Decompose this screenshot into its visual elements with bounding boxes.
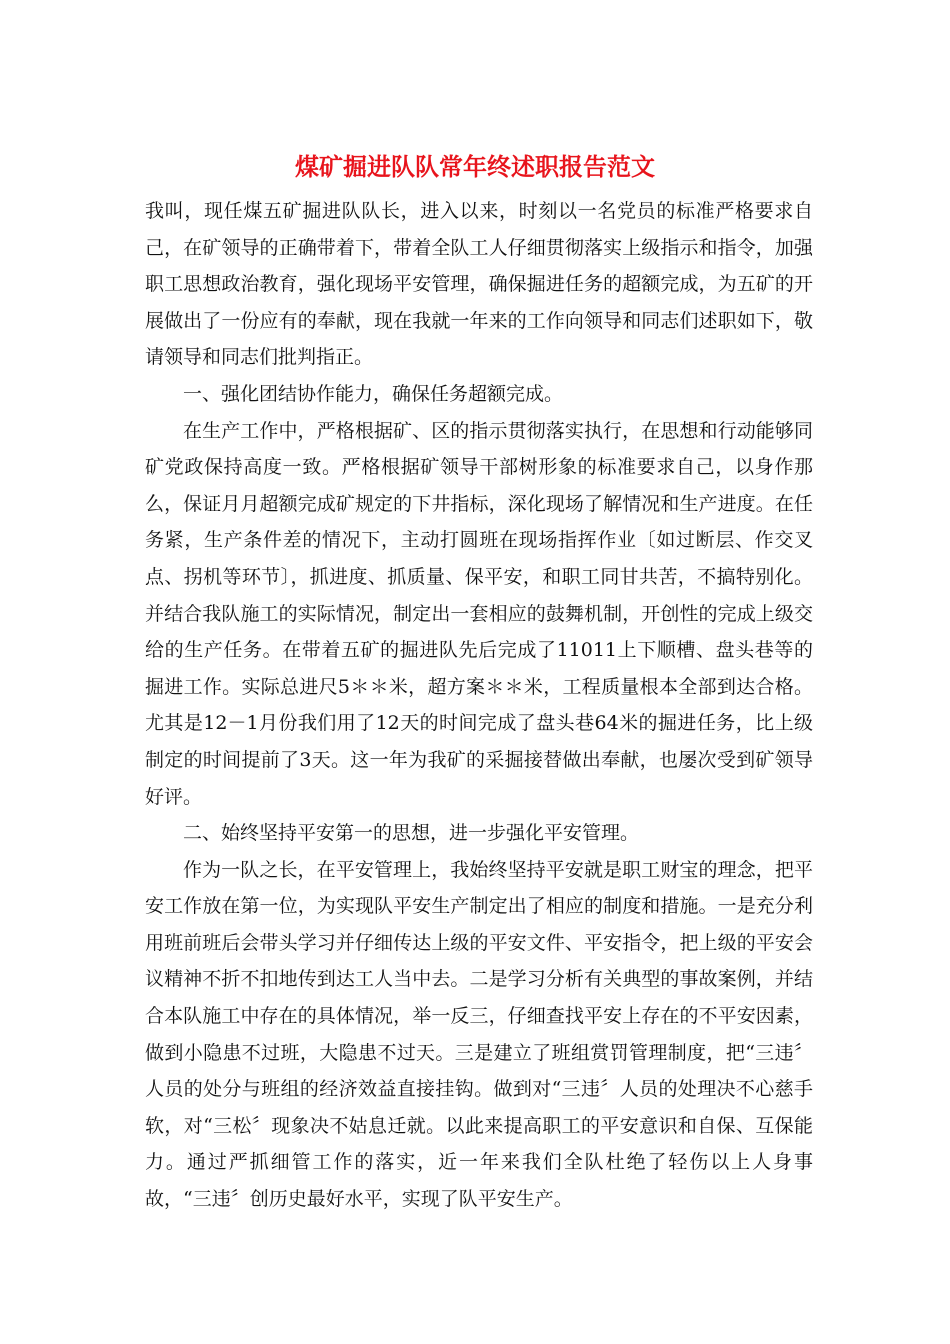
section-heading-1: 一、强化团结协作能力，确保任务超额完成。 [183, 382, 564, 405]
intro-paragraph: 我叫，现任煤五矿掘进队队长，进入以来，时刻以一名党员的标准严格要求自己，在矿领导的正确带着下，带着全队工人仔细贯彻落实上级指示和指令，加强职工思想政治教育，强化现场平安管理，确保掘进任务的超额完成，为五矿的开展做出了一份应有的奉献，现在我就一年来的工作向领导和同志们述职如下，敬请领导和同志们批判指正。 [145, 200, 813, 369]
section-heading-2: 二、始终坚持平安第一的思想，进一步强化平安管理。 [183, 822, 640, 845]
document-title: 煤矿掘进队队常年终述职报告范文 [295, 152, 655, 181]
section-2-paragraph: 作为一队之长，在平安管理上，我始终坚持平安就是职工财宝的理念，把平安工作放在第一位，为实现队平安生产制定出了相应的制度和措施。一是充分利用班前班后会带头学习并仔细传达上级的平安文件、平安指令，把上级的平安会议精神不折不扣地传到达工人当中去。二是学习分析有关典型的事故案例，并结合本队施工中存在的具体情况，举一反三，仔细查找平安上存在的不平安因素，做到小隐患不过班，大隐患不过天。三是建立了班组赏罚管理制度，把“三违〞人员的处分与班组的经济效益直接挂钩。做到对“三违〞人员的处理决不心慈手软，对“三松〞现象决不姑息迁就。以此来提高职工的平安意识和自保、互保能力。通过严抓细管工作的落实，近一年来我们全队杜绝了轻伤以上人身事故，“三违〞创历史最好水平，实现了队平安生产。 [145, 858, 813, 1211]
section-1-paragraph: 在生产工作中，严格根据矿、区的指示贯彻落实执行，在思想和行动能够同矿党政保持高度一致。严格根据矿领导干部树形象的标准要求自己，以身作那么，保证月月超额完成矿规定的下井指标，深化现场了解情况和生产进度。在任务紧，生产条件差的情况下，主动打圆班在现场指挥作业〔如过断层、作交叉点、拐机等环节〕，抓进度、抓质量、保平安，和职工同甘共苦，不搞特别化。并结合我队施工的实际情况，制定出一套相应的鼓舞机制，开创性的完成上级交给的生产任务。在带着五矿的掘进队先后完成了11011上下顺槽、盘头巷等的掘进工作。实际总进尺5＊＊米，超方案＊＊米，工程质量根本全部到达合格。尤其是12－1月份我们用了12天的时间完成了盘头巷64米的掘进任务，比上级制定的时间提前了3天。这一年为我矿的采掘接替做出奉献，也屡次受到矿领导好评。 [145, 419, 813, 808]
document-body [145, 193, 813, 1218]
